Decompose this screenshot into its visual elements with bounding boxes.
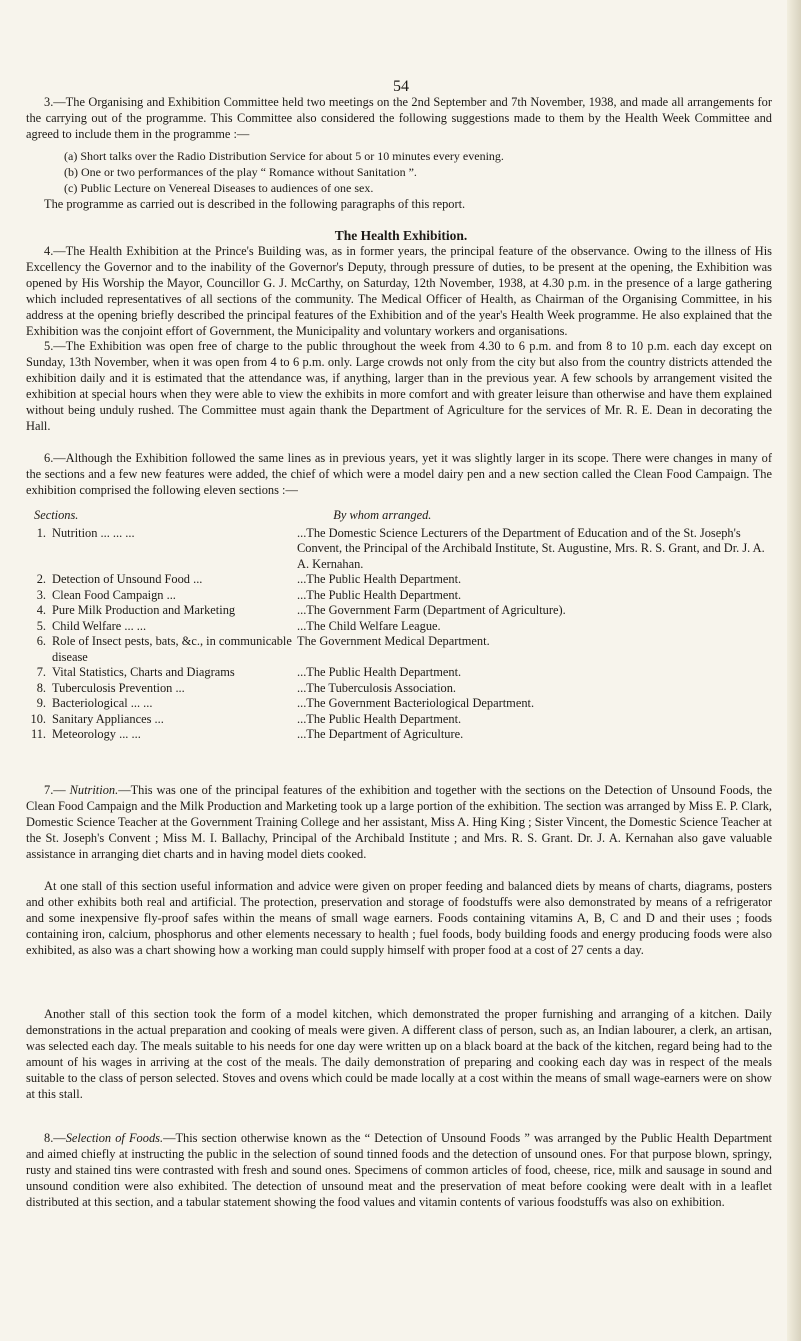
sections-table bbox=[26, 508, 776, 743]
table-row bbox=[26, 526, 776, 573]
table-row bbox=[26, 634, 776, 665]
row-arranged-by: ...The Tuberculosis Association. bbox=[297, 680, 457, 695]
table-row bbox=[26, 572, 776, 588]
paragraph-5: 5.—The Exhibition was open free of charge to the public throughout the week from 4.30 to 6 p.m. and from 8 to 10 p.m. each day except on Sunday, 13th November, when it was open from 4 to 6 p.m. only. Large crowds not only from the city but also from the country districts attended the exhibition daily and it is estimated that the attendance was, if anything, larger than in the previous year. A few schools by arrangement visited the exhibition at special hours when they were able to view the exhibits in more comfort and with greater leisure than otherwise and have them explained without being unduly rushed. The Committee must again thank the Department of Agriculture for the services of Mr. R. E. Dean in decorating the Hall. bbox=[26, 339, 772, 434]
paragraph-8-title: Selection of Foods. bbox=[65, 1131, 164, 1146]
row-arranged-by: ...The Child Welfare League. bbox=[297, 618, 441, 633]
row-number: 8. bbox=[36, 680, 46, 695]
paragraph-7-title: Nutrition. bbox=[69, 783, 119, 798]
row-arranged-by: ...The Public Health Department. bbox=[297, 665, 462, 679]
table-header bbox=[26, 508, 776, 524]
page-edge-shadow bbox=[787, 0, 801, 1341]
paragraph-4: 4.—The Health Exhibition at the Prince's Building was, as in former years, the principal feature of the observance. Owing to the illness of His Excellency the Governor and to the inability of the Governor's Deputy, through pressure of duties, to be present at the opening, the Exhibition was opened by His Worship the Mayor, Councillor G. J. McCarthy, on Saturday, 12th November, 1938, at 4.30 p.m. in the presence of a large gathering which included representatives of all sections of the community. The Medical Officer of Health, as Chairman of the Organising Committee, in his address at the opening briefly described the principal features of the Exhibition and of the year's Health Week programme. He also explained that the Exhibition was the conjoint effort of Government, the Municipality and voluntary workers and organisations. bbox=[26, 244, 772, 339]
row-section: Sanitary Appliances ... bbox=[52, 711, 164, 726]
row-number: 10. bbox=[30, 711, 46, 726]
paragraph-7: 7.— Nutrition.—This was one of the principal features of the exhibition and together with the sections on the Detection of Unsound Foods, the Clean Food Campaign and the Milk Production and Marketing took up a large portion of the exhibition. The section was arranged by Miss E. P. Clark, Domestic Science Teacher at the Government Training College and her assistant, Miss A. Hing King ; Sister Vincent, the Domestic Science Teacher at the St. Joseph's Convent ; Miss M. I. Ballachy, Principal of the Archibald Institute ; and Mrs. R. S. Grant. Dr. J. A. Kernahan also gave valuable assistance in arranging diet charts and in having model diets cooked. bbox=[26, 783, 772, 862]
paragraph-6: 6.—Although the Exhibition followed the same lines as in previous years, yet it was slightly larger in its scope. There were changes in many of the sections and a few new features were added, the chief of which were a model dairy pen and a new section called the Clean Food Campaign. The exhibition comprised the following eleven sections :— bbox=[26, 451, 772, 498]
table-row bbox=[26, 681, 776, 697]
row-number: 2. bbox=[36, 572, 46, 586]
table-rows bbox=[26, 526, 776, 743]
row-arranged-by: ...The Government Farm (Department of Agriculture). bbox=[297, 603, 566, 617]
table-row bbox=[26, 665, 776, 681]
row-section: Tuberculosis Prevention ... bbox=[52, 680, 185, 695]
row-section: Vital Statistics, Charts and Diagrams bbox=[52, 665, 235, 679]
row-number: 4. bbox=[36, 603, 46, 617]
row-number: 5. bbox=[36, 618, 46, 633]
paragraph-7b: At one stall of this section useful information and advice were given on proper feeding and balanced diets by means of charts, diagrams, posters and other exhibits both real and artificial. The protection, preservation and storage of foodstuffs were also demonstrated by means of a refrigerator and some inexpensive fly-proof safes within the means of small wage earners. Foods containing vitamins A, B, C and D and their uses ; foods containing iron, calcium, phosphorus and other elements necessary to health ; fuel foods, body building foods and energy producing foods were also exhibited, as also was a chart showing how a working man could supply himself with proper food at a cost of 27 cents a day. bbox=[26, 879, 772, 958]
paragraph-3: 3.—The Organising and Exhibition Committee held two meetings on the 2nd September and 7th November, 1938, and made all arrangements for the carrying out of the programme. This Committee also considered the following suggestions made to them by the Health Week Committee and agreed to include them in the programme :— bbox=[26, 95, 772, 142]
row-arranged-by: ...The Domestic Science Lecturers of the Department of Education and of the St. Joseph's Convent, the Principal of the Archibald Institute, St. Augustine, Mrs. R. S. Grant, and Dr. J. A. A. Kernahan. bbox=[297, 525, 765, 571]
row-section: Detection of Unsound Food ... bbox=[52, 572, 203, 586]
table-row bbox=[26, 712, 776, 728]
row-arranged-by: ...The Government Bacteriological Department. bbox=[297, 696, 535, 710]
table-row bbox=[26, 603, 776, 619]
suggestion-b: (b) One or two performances of the play “ Romance without Sanitation ”. bbox=[64, 165, 417, 179]
page-number: 54 bbox=[393, 78, 409, 95]
paragraph-8-body: —This section otherwise known as the “ Detection of Unsound Foods ” was arranged by the Public Health Department and aimed chiefly at instructing the public in the selection of sound tinned foods and the detection of unsound ones. For that purpose blown, springy, rusty and stained tins were contrasted with fresh and sound ones. Specimens of common articles of food, cheese, rice, milk and sausage in sound and unsound condition were also exhibited. The detection of unsound meat and the preservation of meat before cooking were dealt with in a leaflet distributed at this section, and a tabular statement showing the food values and vitamin contents of various foodstuffs was also on exhibition. bbox=[26, 1131, 772, 1210]
paragraph-8: 8.—Selection of Foods.—This section otherwise known as the “ Detection of Unsound Foods ” was arranged by the Public Health Department and aimed chiefly at instructing the public in the selection of sound tinned foods and the detection of unsound ones. For that purpose blown, springy, rusty and stained tins were contrasted with fresh and sound ones. Specimens of common articles of food, cheese, rice, milk and sausage in sound and unsound condition were also exhibited. The detection of unsound meat and the preservation of meat before cooking were dealt with in a leaflet distributed at this section, and a tabular statement showing the food values and vitamin contents of various foodstuffs was also on exhibition. bbox=[26, 1131, 772, 1210]
col-arranged-header: By whom arranged. bbox=[333, 508, 432, 522]
paragraph-7-body: —This was one of the principal features of the exhibition and together with the sections on the Detection of Unsound Foods, the Clean Food Campaign and the Milk Production and Marketing took up a large portion of the exhibition. The section was arranged by Miss E. P. Clark, Domestic Science Teacher at the Government Training College and her assistant, Miss A. Hing King ; Sister Vincent, the Domestic Science Teacher at the St. Joseph's Convent ; Miss M. I. Ballachy, Principal of the Archibald Institute ; and Mrs. R. S. Grant. Dr. J. A. Kernahan also gave valuable assistance in arranging diet charts and in having model diets cooked. bbox=[26, 783, 772, 862]
row-number: 9. bbox=[36, 696, 46, 710]
paragraph-7c: Another stall of this section took the form of a model kitchen, which demonstrated the proper furnishing and arranging of a kitchen. Daily demonstrations in the actual preparation and cooking of meals were given. A different class of person, such as, an Indian labourer, a clerk, an artisan, was selected each day. The meals suitable to his needs for one day were written up on a black board at the back of the kitchen, regard being had to the amount of his wages in arriving at the cost of the meals. The daily demonstration of preparing and cooking each day was in respect of the meals suitable to the class of person selected. Stoves and ovens which could be made locally at a cost within the means of small wage-earners were on show at this stall. bbox=[26, 1007, 772, 1102]
row-arranged-by: ...The Public Health Department. bbox=[297, 587, 462, 602]
row-arranged-by: ...The Public Health Department. bbox=[297, 572, 462, 586]
table-row bbox=[26, 619, 776, 635]
row-number: 11. bbox=[30, 727, 46, 741]
col-sections-header: Sections. bbox=[34, 508, 79, 522]
row-number: 7. bbox=[36, 665, 46, 679]
row-number: 3. bbox=[36, 587, 46, 602]
row-section: Pure Milk Production and Marketing bbox=[52, 603, 236, 617]
section-heading: The Health Exhibition. bbox=[334, 228, 468, 243]
row-section: Child Welfare ... ... bbox=[52, 618, 147, 633]
row-section: Role of Insect pests, bats, &c., in communicable disease bbox=[52, 634, 292, 664]
row-section: Clean Food Campaign ... bbox=[52, 587, 176, 602]
row-number: 1. bbox=[36, 525, 46, 540]
suggestion-a: (a) Short talks over the Radio Distribution Service for about 5 or 10 minutes every evening. bbox=[64, 149, 504, 163]
table-row bbox=[26, 696, 776, 712]
row-arranged-by: ...The Department of Agriculture. bbox=[297, 727, 464, 741]
row-number: 6. bbox=[36, 634, 46, 648]
row-section: Nutrition ... ... ... bbox=[52, 525, 135, 540]
suggestion-c: (c) Public Lecture on Venereal Diseases to audiences of one sex. bbox=[64, 181, 374, 195]
paragraph-3-end: The programme as carried out is described in the following paragraphs of this report. bbox=[44, 197, 466, 212]
row-arranged-by: The Government Medical Department. bbox=[297, 634, 490, 648]
table-row bbox=[26, 727, 776, 743]
row-section: Bacteriological ... ... bbox=[52, 696, 153, 710]
row-section: Meteorology ... ... bbox=[52, 727, 141, 741]
row-arranged-by: ...The Public Health Department. bbox=[297, 711, 462, 726]
table-row bbox=[26, 588, 776, 604]
